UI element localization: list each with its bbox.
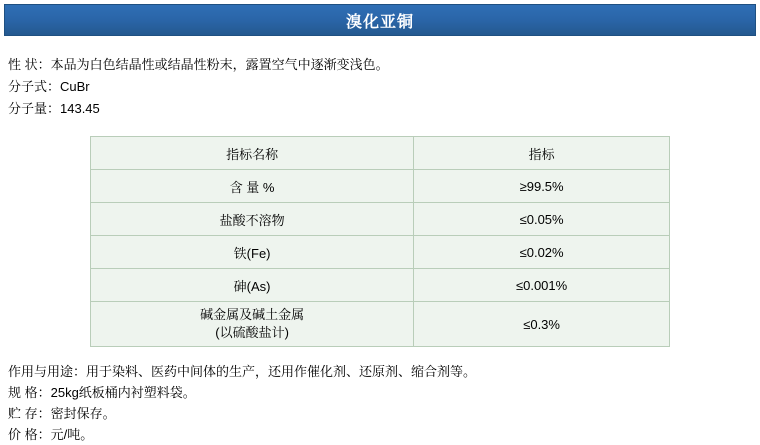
table-header-value: 指标	[414, 137, 670, 170]
spec-value: ≤0.3%	[414, 302, 670, 347]
table-row	[91, 236, 670, 269]
intro-section	[0, 54, 760, 120]
page-title-bar	[4, 4, 756, 36]
spec-name	[91, 302, 414, 347]
spec-name: 砷(As)	[91, 269, 414, 302]
table-header-row	[91, 137, 670, 170]
spec-name: 盐酸不溶物	[91, 203, 414, 236]
formula-line: 分子式：CuBr	[8, 79, 90, 94]
table-row	[91, 170, 670, 203]
packing-line: 规 格：25kg纸板桶内衬塑料袋。	[8, 385, 196, 400]
document-page	[0, 4, 760, 442]
spec-name-line2: (以硫酸盐计)	[215, 325, 289, 340]
price-line: 价 格：元/吨。	[8, 427, 94, 442]
table-row	[91, 269, 670, 302]
spec-value: ≤0.001%	[414, 269, 670, 302]
spec-name: 含 量 %	[91, 170, 414, 203]
spec-name-line1: 碱金属及碱土金属	[200, 307, 305, 322]
table-row	[91, 302, 670, 347]
page-title: 溴化亚铜	[345, 13, 414, 31]
properties-line: 性 状：本品为白色结晶性或结晶性粉末，露置空气中逐渐变浅色。	[8, 57, 389, 72]
table-header-name: 指标名称	[91, 137, 414, 170]
usage-line: 作用与用途：用于染料、医药中间体的生产，还用作催化剂、还原剂、缩合剂等。	[8, 364, 477, 379]
molecular-weight-line: 分子量：143.45	[8, 101, 100, 116]
specification-table	[90, 136, 670, 347]
spec-value: ≥99.5%	[414, 170, 670, 203]
footer-section	[0, 361, 760, 445]
table-row	[91, 203, 670, 236]
spec-name: 铁(Fe)	[91, 236, 414, 269]
storage-line: 贮 存：密封保存。	[8, 406, 116, 421]
spec-value: ≤0.05%	[414, 203, 670, 236]
spec-value: ≤0.02%	[414, 236, 670, 269]
